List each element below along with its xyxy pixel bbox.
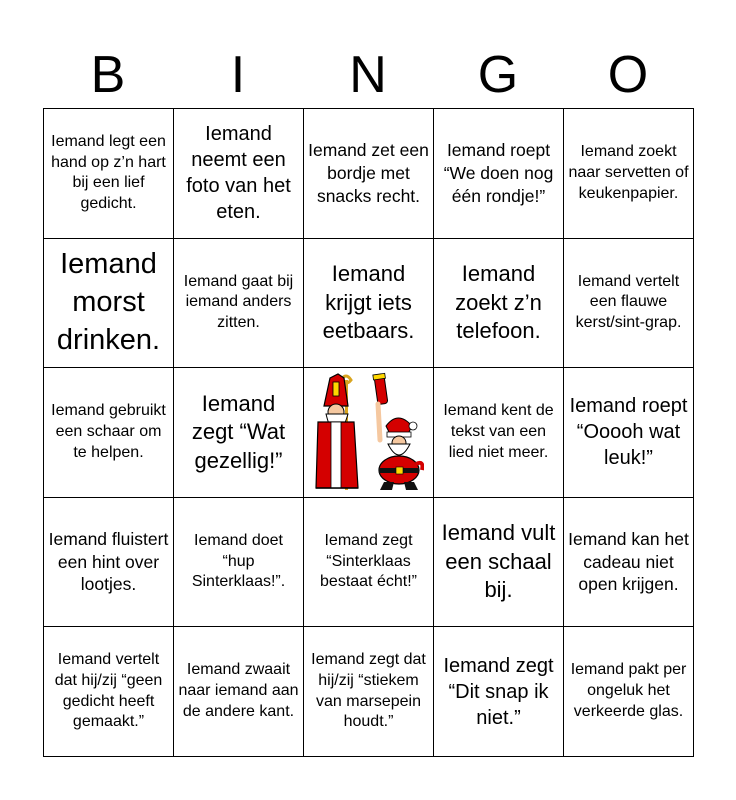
cell-text: Iemand legt een hand op z’n hart bij een lief gedicht. (51, 132, 166, 213)
cell-text: Iemand vertelt dat hij/zij “geen gedicht heeft gemaakt.” (54, 651, 163, 731)
bingo-cell[interactable] (434, 368, 564, 498)
header-letter-g: G (477, 46, 519, 104)
bingo-cell[interactable] (304, 627, 434, 757)
cell-text: Iemand zet een bordje met snacks recht. (308, 140, 429, 206)
bingo-row (44, 627, 694, 757)
cell-text: Iemand krijgt iets eetbaars. (322, 261, 415, 344)
cell-text: Iemand kent de tekst van een lied niet meer. (443, 402, 554, 461)
bingo-cell[interactable] (564, 109, 694, 239)
cell-text: Iemand zegt dat hij/zij “stiekem van marsepein houdt.” (311, 651, 426, 731)
cell-text: Iemand vertelt een flauwe kerst/sint-grap. (575, 272, 682, 332)
bingo-row (44, 238, 694, 368)
cell-text: Iemand zegt “Wat gezellig!” (191, 390, 286, 473)
bingo-cell[interactable] (304, 497, 434, 627)
cell-text: Iemand morst drinken. (56, 248, 161, 356)
bingo-cell[interactable] (44, 238, 174, 368)
cell-text: Iemand zoekt z’n telefoon. (455, 261, 542, 344)
bingo-cell[interactable] (44, 627, 174, 757)
cell-text: Iemand zegt “Dit snap ik niet.” (443, 654, 554, 729)
bingo-cell[interactable] (564, 368, 694, 498)
bingo-cell[interactable] (434, 627, 564, 757)
bingo-cell[interactable] (44, 497, 174, 627)
bingo-cell[interactable] (564, 497, 694, 627)
cell-text: Iemand roept “We doen nog één rondje!” (443, 140, 554, 206)
bingo-cell[interactable] (174, 497, 304, 627)
bingo-cell[interactable] (304, 109, 434, 239)
bingo-cell[interactable] (44, 109, 174, 239)
header-letter-o: O (607, 46, 649, 104)
bingo-row (44, 497, 694, 627)
cell-text: Iemand gebruikt een schaar om te helpen. (51, 402, 166, 461)
cell-text: Iemand doet “hup Sinterklaas!”. (191, 531, 286, 591)
bingo-row (44, 109, 694, 239)
cell-text: Iemand neemt een foto van het eten. (186, 123, 291, 224)
bingo-cell[interactable] (44, 368, 174, 498)
bingo-cell[interactable] (564, 238, 694, 368)
sinterklaas-santa-clipart-icon (314, 372, 424, 492)
cell-text: Iemand fluistert een hint over lootjes. (48, 528, 169, 595)
cell-text: Iemand roept “Ooooh wat leuk!” (569, 395, 688, 470)
bingo-cell[interactable] (174, 109, 304, 239)
cell-text: Iemand vult een schaal bij. (441, 520, 556, 603)
cell-text: Iemand zegt “Sinterklaas bestaat écht!” (320, 531, 417, 591)
cell-text: Iemand zoekt naar servetten of keukenpapier. (568, 143, 689, 202)
bingo-cell[interactable] (434, 497, 564, 627)
free-space-cell[interactable] (304, 368, 434, 498)
bingo-header (43, 42, 693, 108)
cell-text: Iemand zwaait naar iemand aan de andere kant. (178, 661, 299, 721)
cell-text: Iemand pakt per ongeluk het verkeerde glas. (570, 661, 687, 721)
header-letter-i: I (230, 46, 246, 104)
bingo-cell[interactable] (564, 627, 694, 757)
bingo-cell[interactable] (174, 238, 304, 368)
bingo-cell[interactable] (174, 627, 304, 757)
cell-text: Iemand gaat bij iemand anders zitten. (183, 272, 294, 332)
header-letter-n: N (349, 46, 387, 104)
header-letter-b: B (90, 46, 126, 104)
cell-text: Iemand kan het cadeau niet open krijgen. (568, 528, 689, 595)
bingo-cell[interactable] (434, 238, 564, 368)
bingo-card (43, 108, 694, 757)
bingo-row (44, 368, 694, 498)
bingo-cell[interactable] (434, 109, 564, 239)
bingo-cell[interactable] (174, 368, 304, 498)
bingo-cell[interactable] (304, 238, 434, 368)
